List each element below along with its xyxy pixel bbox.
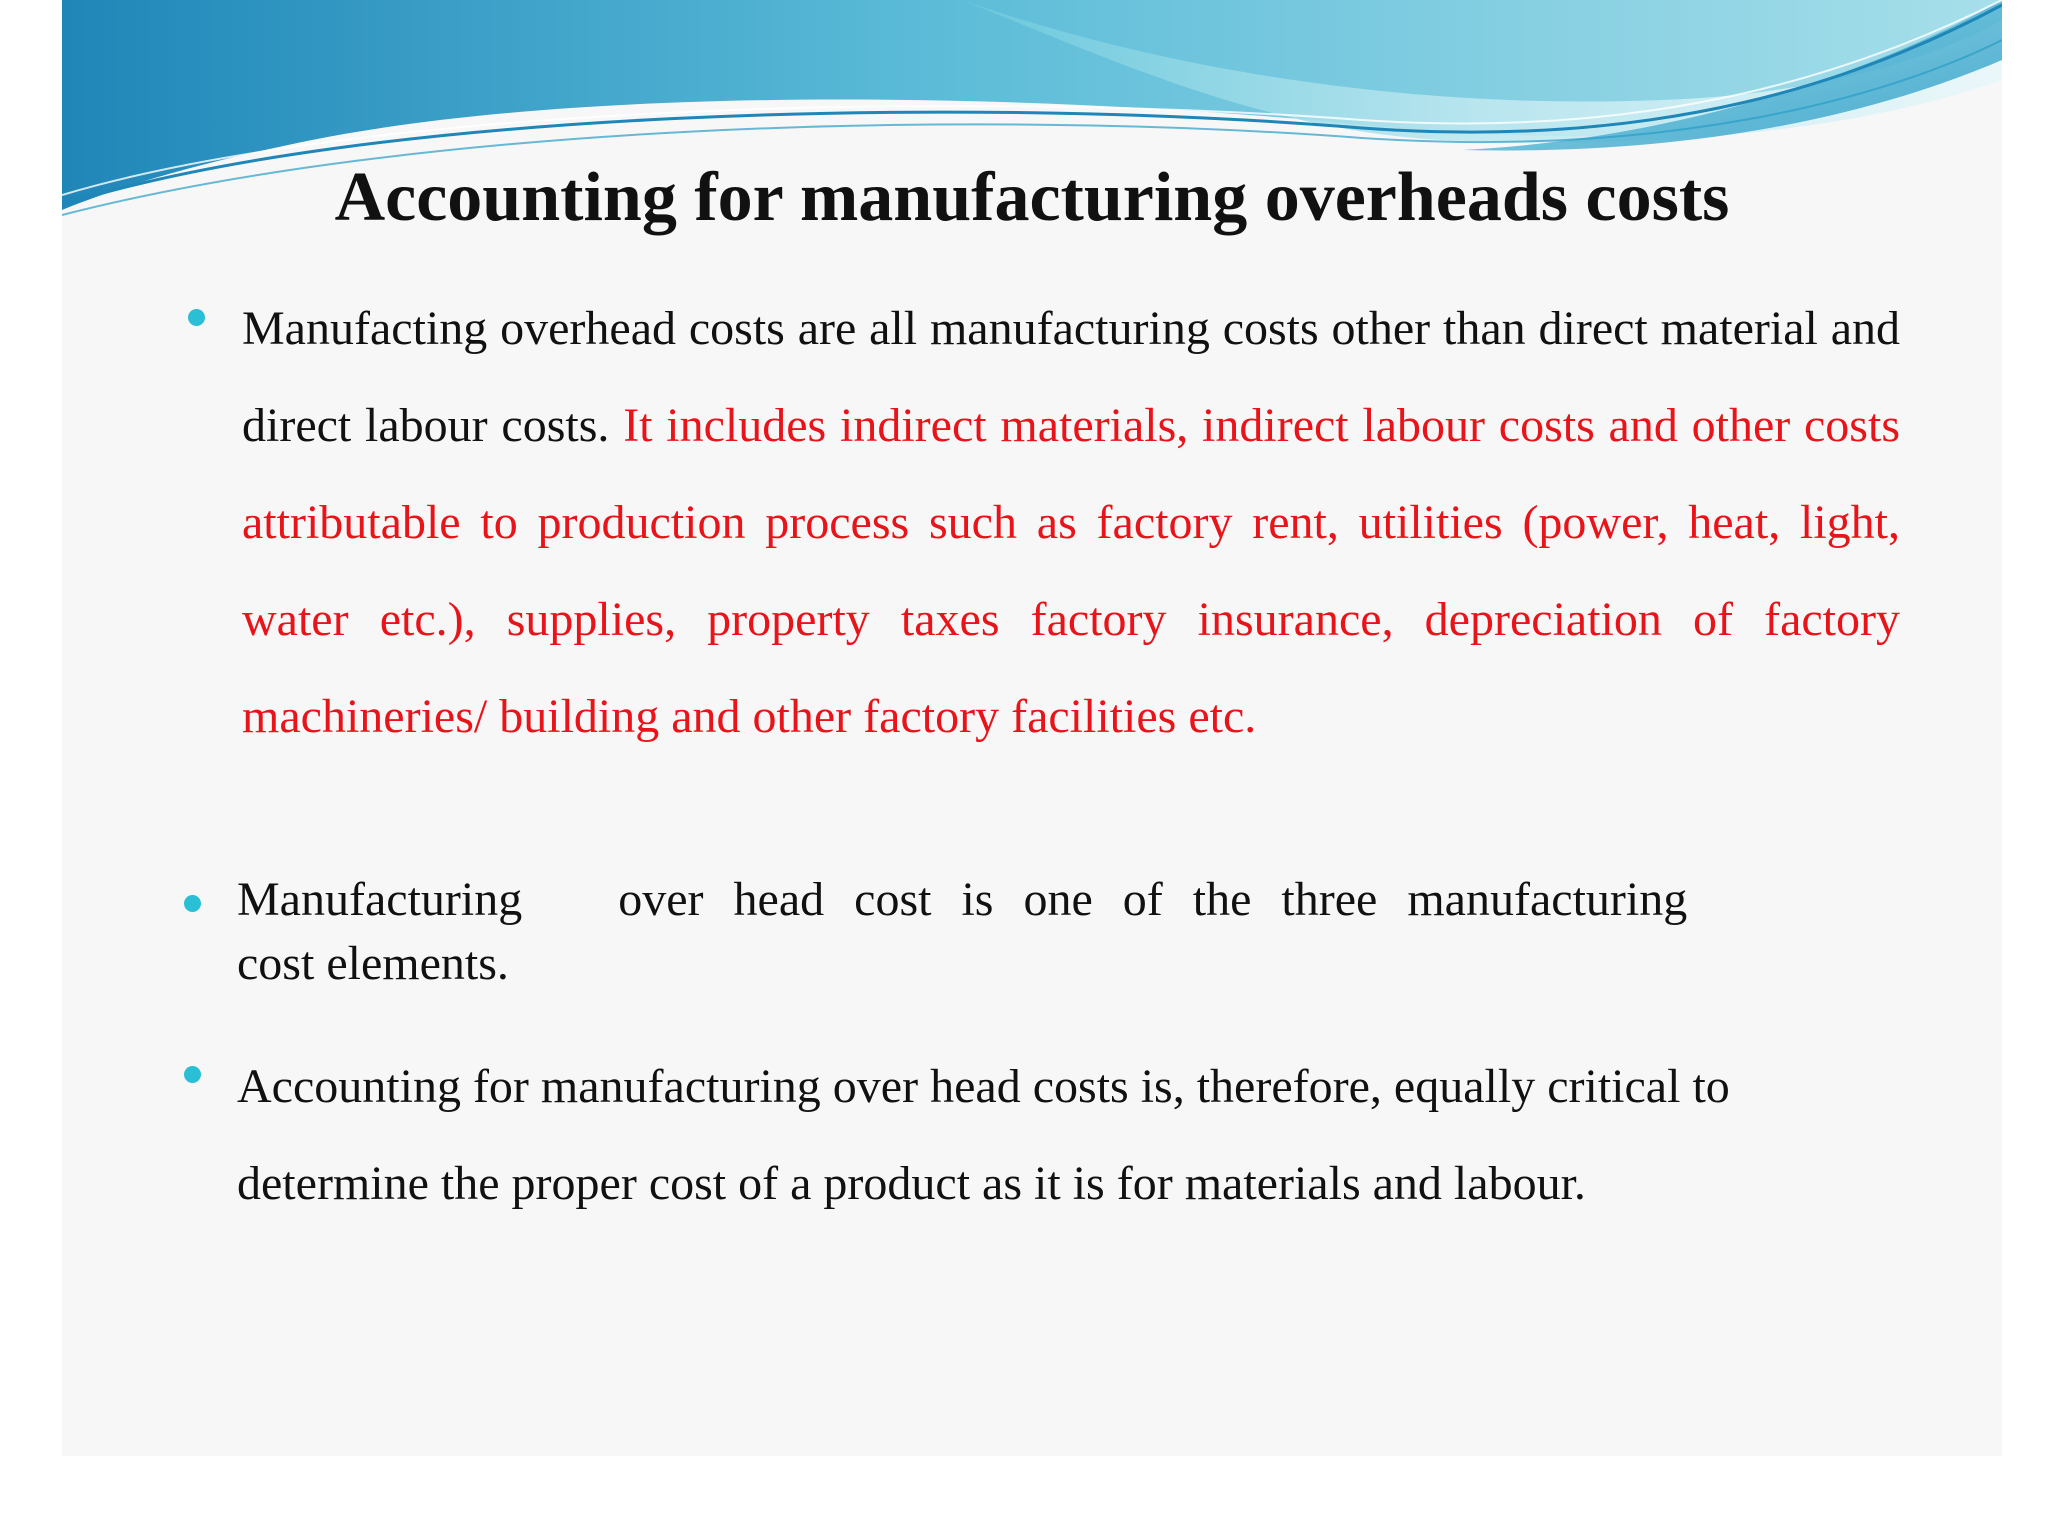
slide-title: Accounting for manufacturing overheads costs: [334, 159, 1730, 236]
bullet-text-normal: Manufacting overhead costs are all manufacturing costs other than direct material and direct labour costs.: [242, 302, 1900, 452]
bullet-text-part: over head cost is one of the three manufacturing: [618, 873, 1688, 926]
bullet-text: [237, 868, 1837, 996]
bullet-text: [242, 280, 1900, 765]
bullet-text-part: cost elements.: [237, 937, 509, 990]
slide: [62, 0, 2002, 1456]
bullet-dot-icon: [184, 1066, 201, 1083]
bullet-text-highlight: It includes indirect materials, indirect labour costs and other costs attributable to production process such as factory rent, utilities (power, heat, light, water etc.), supplies, property taxes factory insurance, depreciation of factory machineries/ building and other factory facilities etc.: [242, 399, 1901, 743]
bullet-text: Accounting for manufacturing over head costs is, therefore, equally critical to determine the proper cost of a product as it is for materials and labour.: [237, 1060, 1730, 1210]
bullet-dot-icon: [188, 309, 205, 326]
bullet-text-part: Manufacturing: [237, 873, 523, 926]
bullet-dot-icon: [184, 895, 201, 912]
